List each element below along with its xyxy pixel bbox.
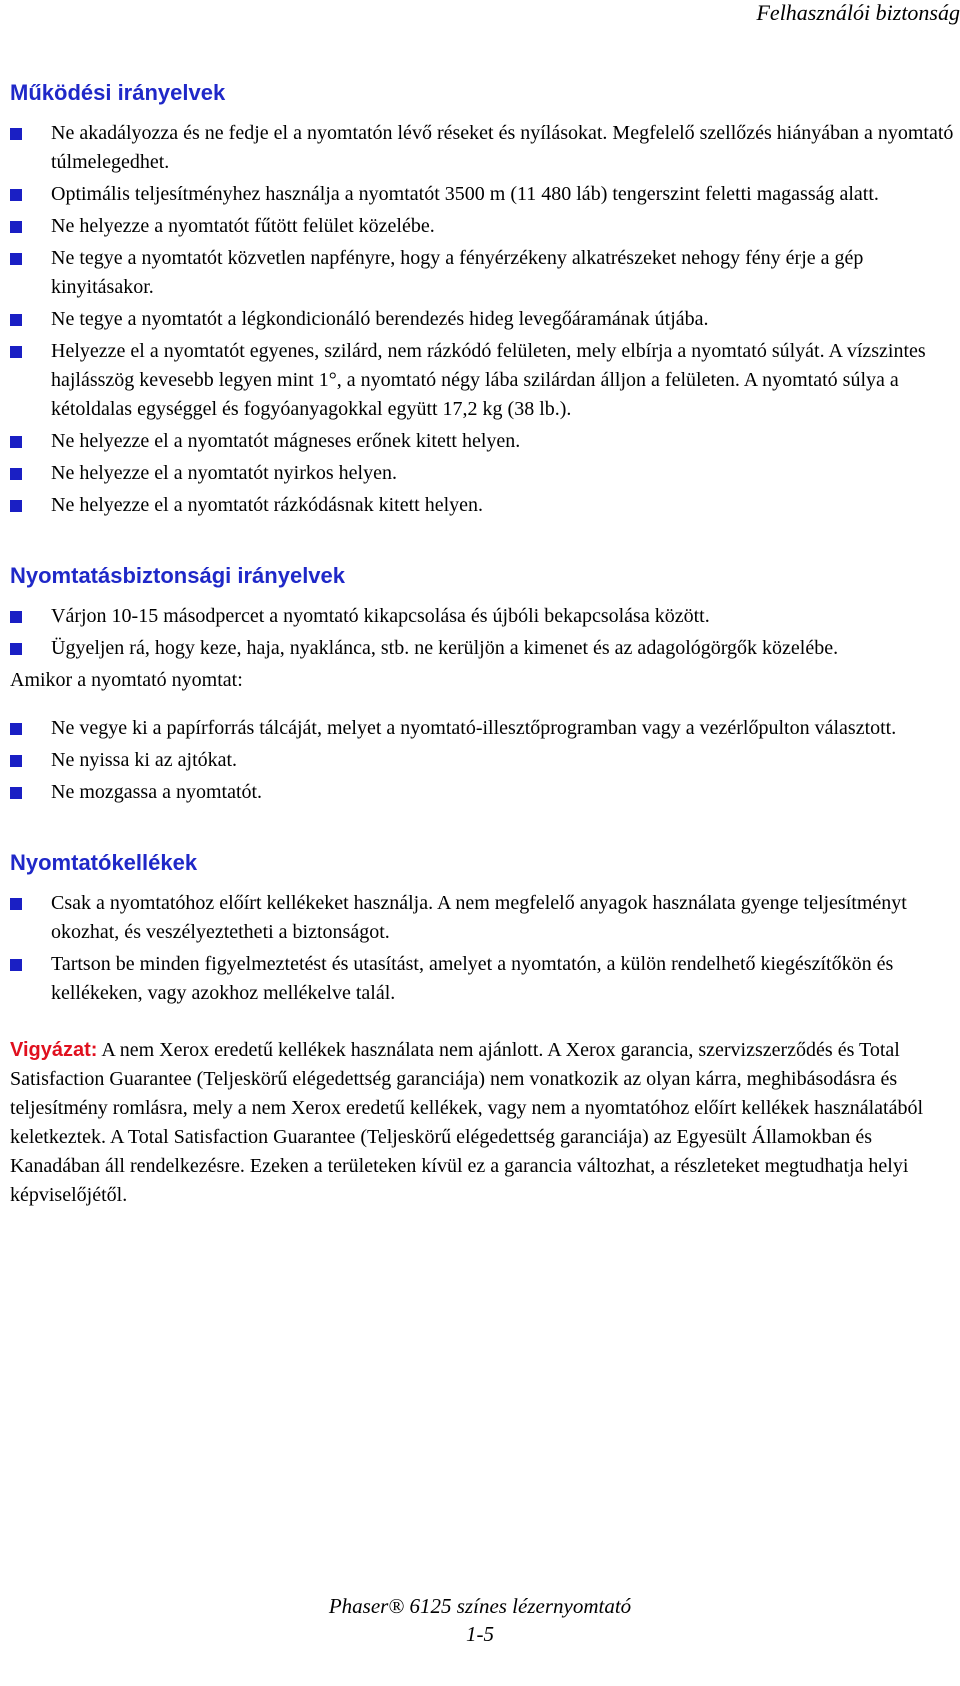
bullet-square-icon — [10, 723, 22, 735]
bullet-square-icon — [10, 643, 22, 655]
bullet-square-icon — [10, 787, 22, 799]
while-printing-intro: Amikor a nyomtató nyomtat: — [10, 669, 243, 691]
list-item — [10, 634, 954, 663]
list-item-text: Ügyeljen rá, hogy keze, haja, nyaklánca, stb. ne kerüljön a kimenet és az adagológörgők közelébe. — [51, 637, 839, 659]
heading-operational: Működési irányelvek — [10, 80, 226, 105]
list-item-text: Ne helyezze el a nyomtatót mágneses erőnek kitett helyen. — [51, 430, 521, 452]
list-item — [10, 491, 954, 520]
bullet-square-icon — [10, 128, 22, 140]
while-printing-list — [10, 714, 954, 807]
list-item-text: Ne nyissa ki az ajtókat. — [51, 749, 238, 771]
bullet-square-icon — [10, 500, 22, 512]
list-item — [10, 305, 954, 334]
bullet-square-icon — [10, 959, 22, 971]
operational-list — [10, 119, 954, 520]
page-number: 1-5 — [466, 1622, 494, 1646]
list-item — [10, 337, 954, 424]
bullet-square-icon — [10, 898, 22, 910]
list-item — [10, 180, 954, 209]
list-item — [10, 950, 954, 1008]
caution-paragraph — [10, 1036, 954, 1210]
list-item-text: Ne tegye a nyomtatót közvetlen napfényre, hogy a fényérzékeny alkatrészeket nehogy fény érje a gép kinyitásakor. — [51, 247, 864, 298]
bullet-square-icon — [10, 221, 22, 233]
list-item — [10, 889, 954, 947]
list-item — [10, 602, 954, 631]
bullet-square-icon — [10, 436, 22, 448]
list-item — [10, 212, 954, 241]
list-item-text: Ne helyezze a nyomtatót fűtött felület közelébe. — [51, 215, 435, 237]
list-item-text: Ne vegye ki a papírforrás tálcáját, melyet a nyomtató-illesztőprogramban vagy a vezérlőpulton választott. — [51, 717, 897, 739]
list-item-text: Ne tegye a nyomtatót a légkondicionáló berendezés hideg levegőáramának útjába. — [51, 308, 709, 330]
running-header: Felhasználói biztonság — [756, 0, 960, 25]
bullet-square-icon — [10, 755, 22, 767]
list-item — [10, 714, 954, 743]
list-item — [10, 244, 954, 302]
bullet-square-icon — [10, 189, 22, 201]
page-footer — [0, 1592, 960, 1648]
bullet-square-icon — [10, 468, 22, 480]
list-item — [10, 746, 954, 775]
list-item-text: Várjon 10-15 másodpercet a nyomtató kikapcsolása és újbóli bekapcsolása között. — [51, 605, 710, 627]
list-item — [10, 459, 954, 488]
bullet-square-icon — [10, 611, 22, 623]
list-item-text: Ne akadályozza és ne fedje el a nyomtatón lévő réseket és nyílásokat. Megfelelő szellőzés hiányában a nyomtató túlmelegedhet. — [51, 122, 954, 173]
list-item-text: Optimális teljesítményhez használja a nyomtatót 3500 m (11 480 láb) tengerszint feletti magasság alatt. — [51, 183, 879, 205]
page-content — [10, 79, 954, 1210]
heading-print-safety: Nyomtatásbiztonsági irányelvek — [10, 563, 346, 588]
print-safety-list — [10, 602, 954, 663]
list-item — [10, 427, 954, 456]
heading-supplies: Nyomtatókellékek — [10, 850, 198, 875]
bullet-square-icon — [10, 346, 22, 358]
list-item-text: Ne helyezze el a nyomtatót nyirkos helyen. — [51, 462, 397, 484]
bullet-square-icon — [10, 253, 22, 265]
list-item-text: Ne mozgassa a nyomtatót. — [51, 781, 263, 803]
list-item-text: Helyezze el a nyomtatót egyenes, szilárd, nem rázkódó felületen, mely elbírja a nyomtató súlyát. A vízszintes hajlásszög kevesebb legyen mint 1°, a nyomtató négy lába szilárdan álljon a felületen. A nyomtató súlya a kétoldalas egységgel és fogyóanyagokkal együtt 17,2 kg (38 lb.). — [51, 340, 926, 420]
list-item-text: Tartson be minden figyelmeztetést és utasítást, amelyet a nyomtatón, a külön rendelhető kiegészítőkön és kellékeken, vagy azokhoz mellékelve talál. — [51, 953, 894, 1004]
list-item-text: Csak a nyomtatóhoz előírt kellékeket használja. A nem megfelelő anyagok használata gyenge teljesítményt okozhat, és veszélyeztetheti a biztonságot. — [51, 892, 907, 943]
footer-product-name: Phaser® 6125 színes lézernyomtató — [328, 1594, 632, 1618]
list-item-text: Ne helyezze el a nyomtatót rázkódásnak kitett helyen. — [51, 494, 484, 516]
supplies-list — [10, 889, 954, 1008]
caution-text: A nem Xerox eredetű kellékek használata nem ajánlott. A Xerox garancia, szervizszerződés és Total Satisfaction Guarantee (Teljeskörű elégedettség garanciája) nem vonatkozik az olyan kárra, meghibásodásra és teljesítmény romlásra, mely a nem Xerox eredetű kellékek, vagy nem a nyomtatóhoz előírt kellékek használatából keletkeztek. A Total Satisfaction Guarantee (Teljeskörű elégedettség garanciája) az Egyesült Államokban és Kanadában áll rendelkezésre. Ezeken a területeken kívül ez a garancia változhat, a részleteket megtudhatja helyi képviselőjétől. — [10, 1039, 923, 1206]
list-item — [10, 778, 954, 807]
bullet-square-icon — [10, 314, 22, 326]
caution-label: Vigyázat: — [10, 1039, 98, 1061]
list-item — [10, 119, 954, 177]
